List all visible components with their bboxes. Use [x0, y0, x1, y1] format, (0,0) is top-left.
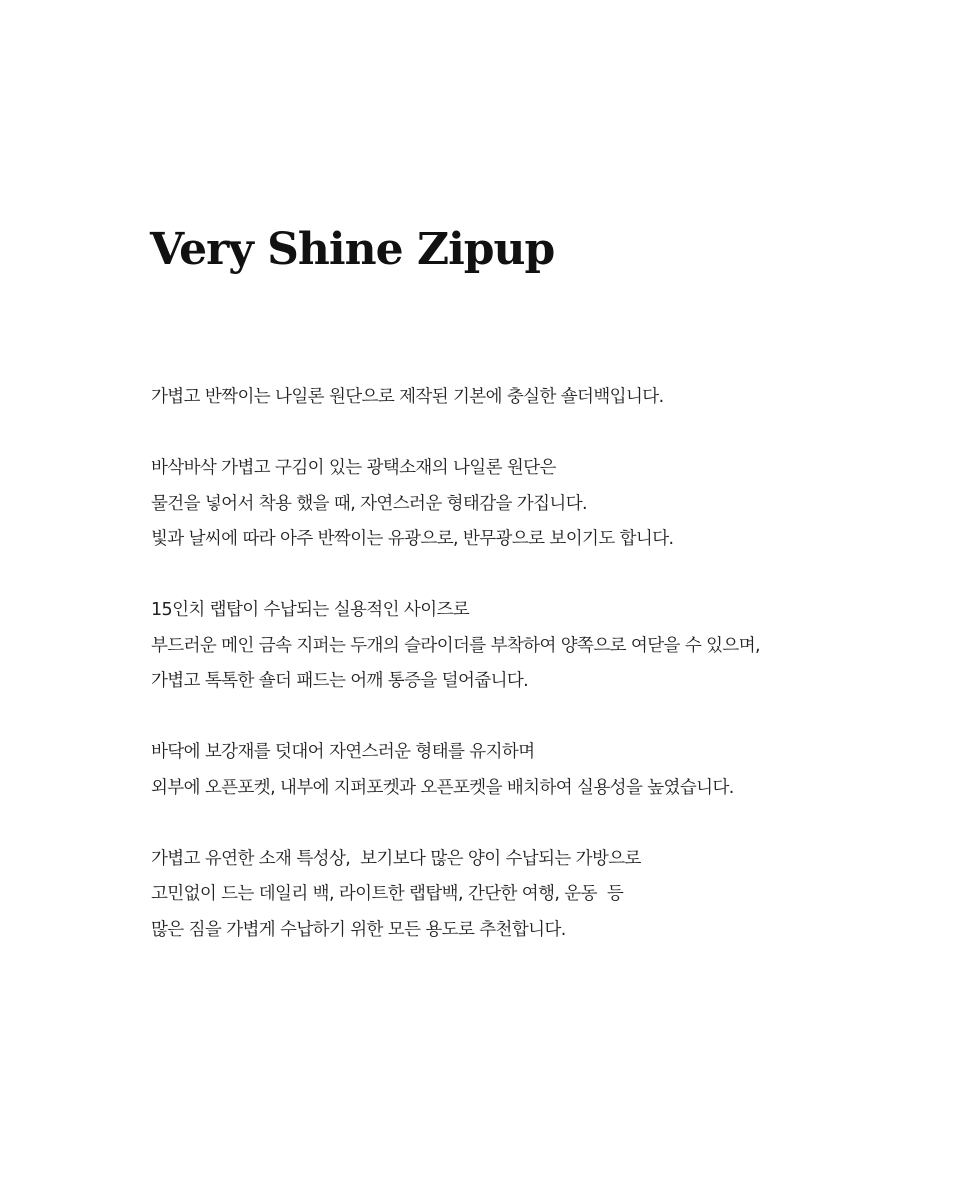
description-paragraph [151, 842, 911, 949]
description-line: 가볍고 톡톡한 숄더 패드는 어깨 통증을 덜어줍니다. [151, 671, 529, 691]
description-paragraph [151, 593, 911, 700]
description-line: 가볍고 유연한 소재 특성상, 보기보다 많은 양이 수납되는 가방으로 [151, 848, 641, 869]
description-line: 많은 짐을 가볍게 수납하기 위한 모든 용도로 추천합니다. [151, 919, 566, 940]
description-line: 물건을 넣어서 착용 했을 때, 자연스러운 형태감을 가집니다. [151, 493, 587, 514]
description-line: 15인치 랩탑이 수납되는 실용적인 사이즈로 [151, 600, 470, 620]
description-line: 가볍고 반짝이는 나일론 원단으로 제작된 기본에 충실한 숄더백입니다. [151, 387, 664, 407]
description-line: 빛과 날씨에 따라 아주 반짝이는 유광으로, 반무광으로 보이기도 합니다. [151, 529, 674, 549]
description-line: 고민없이 드는 데일리 백, 라이트한 랩탑백, 간단한 여행, 운동 등 [151, 884, 624, 904]
description-line: 바닥에 보강재를 덧대어 자연스러운 형태를 유지하며 [151, 742, 535, 762]
product-title: Very Shine Zipup [150, 224, 555, 275]
description-paragraph [151, 451, 911, 558]
description-line: 바삭바삭 가볍고 구김이 있는 광택소재의 나일론 원단은 [151, 458, 556, 478]
description-line: 외부에 오픈포켓, 내부에 지퍼포켓과 오픈포켓을 배치하여 실용성을 높였습니다. [151, 777, 734, 798]
description-paragraph [151, 380, 911, 416]
description-body [151, 380, 911, 948]
description-paragraph [151, 735, 911, 806]
description-line: 부드러운 메인 금속 지퍼는 두개의 슬라이더를 부착하여 양쪽으로 여닫을 수 있으며, [151, 635, 760, 656]
